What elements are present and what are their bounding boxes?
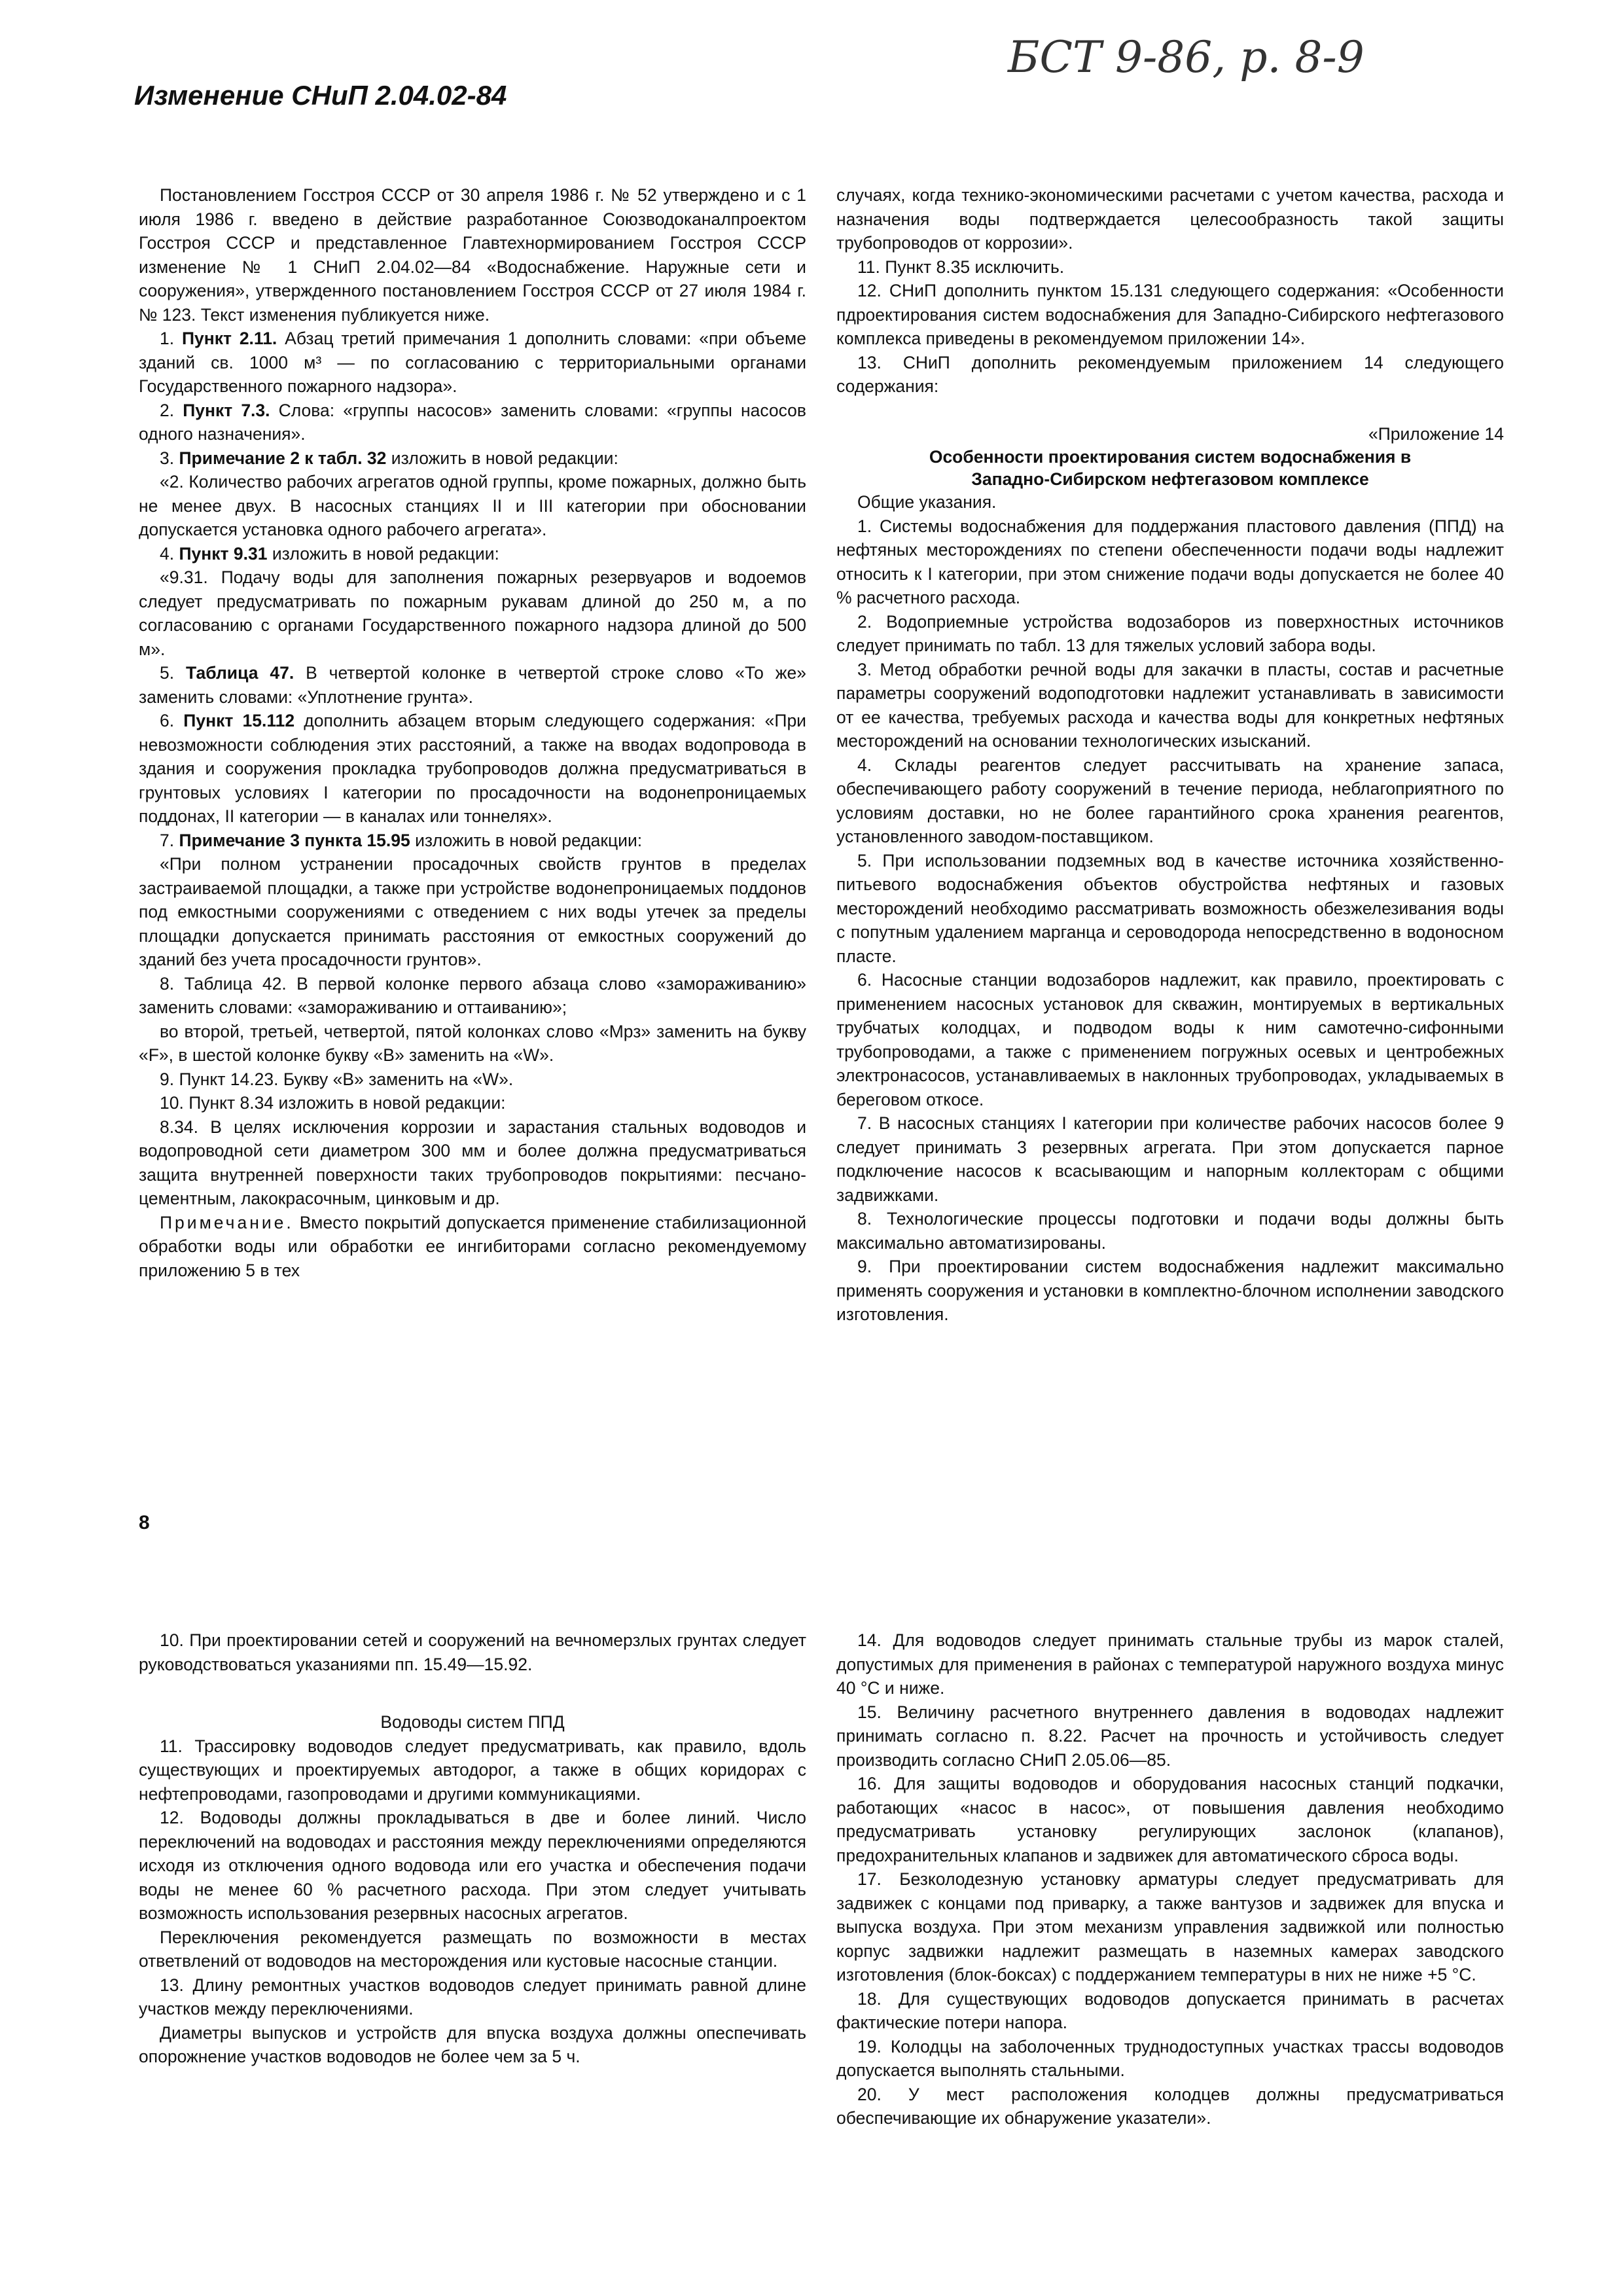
bottom-right-column — [836, 1628, 1504, 2130]
item-4: 4. Пункт 9.31 изложить в новой редакции: — [160, 543, 499, 564]
appendix-item-6: 6. Насосные станции водозаборов надлежит, как правило, проектировать с применением насосных установок для скважин, монтируемых в вертикальных трубчатых колодцах, и подводом воды к ним самотечно-сифонными трубопроводами, а также с применением погружных осевых и центробежных электронасосов, устанавливаемых в наклонных трубопроводах, укладываемых в береговом откосе. — [836, 970, 1504, 1109]
top-left-column — [139, 183, 806, 1282]
appendix-item-5: 5. При использовании подземных вод в качестве источника хозяйственно-питьевого водоснабжения объектов обустройства нефтяных и газовых месторождений необходимо рассматривать возможность обезжелезивания воды с попутным удалением марганца и сероводорода непосредственно в водоносном пласте. — [836, 850, 1504, 966]
item-5: 5. Таблица 47. В четвертой колонке в четвертой строке слово «То же» заменить словами: «Уплотнение грунта». — [139, 663, 806, 707]
item-12: 12. СНиП дополнить пунктом 15.131 следующего содержания: «Особенности пдроектирования систем водоснабжения для Западно-Сибирского нефтегазового комплекса приведены в рекомендуемом приложении 14». — [836, 281, 1504, 348]
appendix-item-11: 11. Трассировку водоводов следует предусматривать, как правило, вдоль существующих и проектируемых автодорог, а также в общих коридорах с нефтепроводами, газопроводами и другими коммуникациями. — [139, 1736, 806, 1804]
appendix-item-7: 7. В насосных станциях I категории при количестве рабочих насосов более 9 следует принимать 3 резервных агрегата. При этом допускается парное подключение насосов к всасывающим и напорным коллекторам с общими задвижками. — [836, 1113, 1504, 1205]
appendix-item-19: 19. Колодцы на заболоченных труднодоступных участках трассы водоводов допускается выполнять стальными. — [836, 2036, 1504, 2080]
appendix-item-12: 12. Водоводы должны прокладываться в две и более линий. Число переключений на водоводах и расстояния между переключениями определяются исходя из отключения одного водовода или его участка и обеспечения подачи воды не менее 60 % расчетного расхода. При этом следует учитывать возможность использования резервных насосных агрегатов. — [139, 1808, 806, 1923]
appendix-title-line-1: Особенности проектирования систем водоснабжения в — [929, 447, 1412, 467]
appendix-item-10: 10. При проектировании сетей и сооружений на вечномерзлых грунтах следует руководствоваться указаниями пп. 15.49—15.92. — [139, 1630, 806, 1674]
continuation-paragraph: случаях, когда технико-экономическими расчетами с учетом качества, расхода и назначения воды подтверждается целесообразность такой защиты трубопроводов от коррозии». — [836, 185, 1504, 253]
top-right-column — [836, 183, 1504, 1327]
item-4-quote: «9.31. Подачу воды для заполнения пожарных резервуаров и водоемов следует предусматривать по пожарным рукавам длиной до 250 м, а по согласованию с органами Государственного пожарного надзора длиной до 500 м». — [139, 567, 806, 659]
item-8: 8. Таблица 42. В первой колонке первого абзаца слово «замораживанию» заменить словами: «замораживанию и оттаиванию»; — [139, 973, 806, 1017]
item-2: 2. Пункт 7.3. Слова: «группы насосов» заменить словами: «группы насосов одного назначения». — [139, 400, 806, 444]
appendix-item-1: 1. Системы водоснабжения для поддержания пластового давления (ППД) на нефтяных месторождениях по степени обеспеченности подачи воды надлежит относить к I категории, при этом снижение подачи воды допускается не более 40 % расчетного расхода. — [836, 516, 1504, 607]
svg-text:БСТ 9-86, р. 8-9: БСТ 9-86, р. 8-9 — [1008, 32, 1364, 82]
appendix-item-9: 9. При проектировании систем водоснабжения надлежит максимально применять сооружения и установки в комплектно-блочном исполнении заводского изготовления. — [836, 1257, 1504, 1324]
note-label: Примечание. — [160, 1212, 294, 1232]
item-6: 6. Пункт 15.112 дополнить абзацем вторым следующего содержания: «При невозможности соблюдения этих расстояний, а также на вводах водопровода в здания и сооружения прокладка трубопроводов должна предусматриваться в грунтовых условиях I категории по просадочности на водонепроницаемых поддонах, II категории — в каналах или тоннелях». — [139, 711, 806, 826]
item-10: 10. Пункт 8.34 изложить в новой редакции: — [160, 1093, 506, 1113]
appendix-item-17: 17. Безколодезную установку арматуры следует предусматривать для задвижек с концами под приварку, а также вантузов и задвижек для впуска и выпуска воздуха. При этом механизм управления задвижкой или полностью корпус задвижки надлежит размещать в наземных камерах заводского изготовления (блок-боксах) с поддержанием температуры в них не ниже +5 °С. — [836, 1869, 1504, 1984]
bottom-left-column — [139, 1628, 806, 2069]
page-number: 8 — [139, 1512, 150, 1534]
item-3-quote: «2. Количество рабочих агрегатов одной группы, кроме пожарных, должно быть не менее двух. В насосных станциях II и III категории при обосновании допускается установка одного рабочего агрегата». — [139, 472, 806, 539]
appendix-item-14: 14. Для водоводов следует принимать стальные трубы из марок сталей, допустимых для применения в районах с температурой наружного воздуха минус 40 °С и ниже. — [836, 1630, 1504, 1698]
item-9: 9. Пункт 14.23. Букву «В» заменить на «W». — [160, 1069, 514, 1089]
appendix-item-8: 8. Технологические процессы подготовки и подачи воды должны быть максимально автоматизированы. — [836, 1209, 1504, 1253]
item-7: 7. Примечание 3 пункта 15.95 изложить в новой редакции: — [160, 830, 643, 850]
handwritten-annotation — [1001, 20, 1420, 92]
item-7-quote: «При полном устранении просадочных свойств грунтов в пределах застраиваемой площадки, а также при устройстве водонепроницаемых поддонов под емкостными сооружениями с отведением с них воды утечек за пределы площадки допускается принимать расстояния от емкостных сооружений до зданий без учета просадочности грунтов». — [139, 854, 806, 969]
appendix-label: «Приложение 14 — [1368, 423, 1504, 444]
section-heading: Водоводы систем ППД — [380, 1712, 565, 1732]
appendix-item-12-continuation: Переключения рекомендуется размещать по возможности в местах ответвлений от водоводов на месторождения или кустовые насосные станции. — [139, 1927, 806, 1971]
note-paragraph: Примечание. Вместо покрытий допускается применение стабилизационной обработки воды или обработки ее ингибиторами согласно рекомендуемому приложению 5 в тех — [139, 1212, 806, 1280]
appendix-item-3: 3. Метод обработки речной воды для закачки в пласты, состав и расчетные параметры сооружений водоподготовки надлежит устанавливать в зависимости от ее качества, требуемых расхода и качества воды для конкретных нефтяных месторождений на основании технологических изысканий. — [836, 659, 1504, 751]
item-1: 1. Пункт 2.11. Абзац третий примечания 1 дополнить словами: «при объеме зданий св. 1000 м³ — по согласованию с территориальными органами Государственного пожарного надзора». — [139, 329, 806, 396]
appendix-item-15: 15. Величину расчетного внутреннего давления в водоводах надлежит принимать согласно п. 8.22. Расчет на прочность и устойчивость следует производить согласно СНиП 2.05.06—85. — [836, 1702, 1504, 1770]
item-3: 3. Примечание 2 к табл. 32 изложить в новой редакции: — [160, 448, 618, 468]
appendix-item-2: 2. Водоприемные устройства водозаборов из поверхностных источников следует принимать по табл. 13 для тяжелых условий забора воды. — [836, 611, 1504, 655]
general-instructions-heading: Общие указания. — [857, 492, 997, 512]
appendix-item-16: 16. Для защиты водоводов и оборудования насосных станций подкачки, работающих «насос в насос», от повышения давления необходимо предусматривать установку регулирующих заслонок (клапанов), предохранительных клапанов и задвижек для автоматического сброса воды. — [836, 1774, 1504, 1865]
item-10-quote: 8.34. В целях исключения коррозии и зарастания стальных водоводов и водопроводной сети диаметром 300 мм и более должна предусматриваться защита внутренней поверхности таких трубопроводов покрытиями: песчано-цементным, лакокрасочным, цинковым и др. — [139, 1117, 806, 1208]
item-11: 11. Пункт 8.35 исключить. — [857, 257, 1065, 277]
appendix-item-13-continuation: Диаметры выпусков и устройств для впуска воздуха должны опеспечивать опорожнение участков водоводов не более чем за 5 ч. — [139, 2022, 806, 2066]
item-13: 13. СНиП дополнить рекомендуемым приложением 14 следующего содержания: — [836, 352, 1504, 396]
document-header: Изменение СНиП 2.04.02-84 — [134, 80, 507, 111]
item-8-continuation: во второй, третьей, четвертой, пятой колонках слово «Мрз» заменить на букву «F», в шестой колонке букву «В» заменить на «W». — [139, 1021, 806, 1065]
appendix-item-13: 13. Длину ремонтных участков водоводов следует принимать равной длине участков между переключениями. — [139, 1975, 806, 2018]
appendix-title-line-2: Западно-Сибирском нефтегазовом комплексе — [971, 469, 1369, 489]
intro-paragraph: Постановлением Госстроя СССР от 30 апреля 1986 г. № 52 утверждено и с 1 июля 1986 г. введено в действие разработанное Союзводоканалпроектом Госстроя СССР и представленное Главтехнормированием Госстроя СССР изменение № 1 СНиП 2.04.02—84 «Водоснабжение. Наружные сети и сооружения», утвержденного постановлением Госстроя СССР от 27 июля 1984 г. № 123. Текст изменения публикуется ниже. — [139, 185, 806, 325]
appendix-item-18: 18. Для существующих водоводов допускается принимать в расчетах фактические потери напора. — [836, 1988, 1504, 2032]
appendix-item-4: 4. Склады реагентов следует рассчитывать на хранение запаса, обеспечивающего работу сооружений в течение периода, неблагоприятного по условиям доставки, но не более гарантийного срока хранения реагентов, установленного заводом-поставщиком. — [836, 755, 1504, 846]
appendix-item-20: 20. У мест расположения колодцев должны предусматриваться обеспечивающие их обнаружение указатели». — [836, 2084, 1504, 2128]
